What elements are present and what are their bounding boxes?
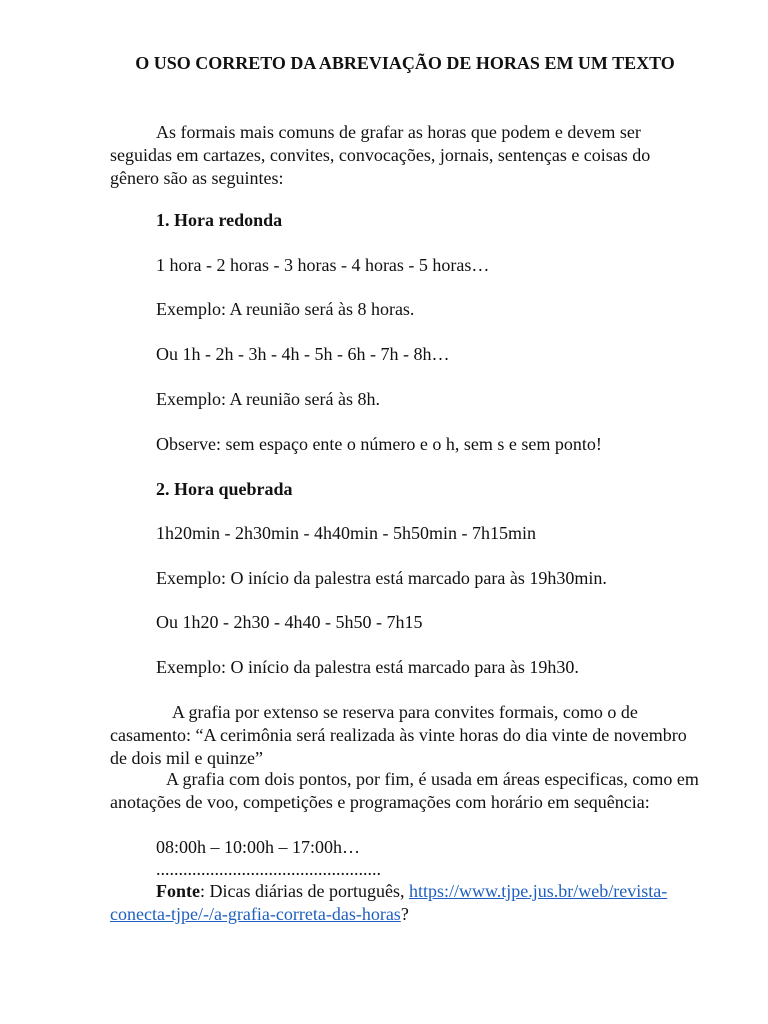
section-1-heading: 1. Hora redonda: [156, 210, 283, 230]
section-1-note: Observe: sem espaço ente o número e o h, sem s e sem ponto!: [156, 434, 602, 454]
section-2-line-2: Ou 1h20 - 2h30 - 4h40 - 5h50 - 7h15: [156, 612, 423, 632]
section-1-example-2: Exemplo: A reunião será às 8h.: [156, 389, 380, 409]
section-1-line-2: Ou 1h - 2h - 3h - 4h - 5h - 6h - 7h - 8h…: [156, 344, 450, 364]
section-2-example-2: Exemplo: O início da palestra está marcado para às 19h30.: [156, 657, 579, 677]
section-1-example-1: Exemplo: A reunião será às 8 horas.: [156, 299, 415, 319]
document-title: O USO CORRETO DA ABREVIAÇÃO DE HORAS EM UM TEXTO: [135, 53, 675, 73]
extenso-paragraph: A grafia por extenso se reserva para convites formais, como o de casamento: “A cerimônia será realizada às vinte horas do dia vinte de novembro de dois mil e quinze”: [110, 702, 687, 768]
section-2-line-1: 1h20min - 2h30min - 4h40min - 5h50min - 7h15min: [156, 523, 536, 543]
source-text: : Dicas diárias de português,: [200, 881, 405, 901]
pontos-paragraph: A grafia com dois pontos, por fim, é usada em áreas especificas, como em anotações de voo, competições e programações com horário em sequência:: [110, 769, 699, 812]
pontos-example: 08:00h – 10:00h – 17:00h…: [156, 837, 361, 857]
section-2-example-1: Exemplo: O início da palestra está marcado para às 19h30min.: [156, 568, 607, 588]
dotted-separator: ..................................................: [156, 859, 381, 879]
section-1-line-1: 1 hora - 2 horas - 3 horas - 4 horas - 5 horas…: [156, 255, 490, 275]
section-2-heading: 2. Hora quebrada: [156, 479, 293, 499]
source-trailing: ?: [400, 904, 409, 924]
intro-paragraph: As formais mais comuns de grafar as horas que podem e devem ser seguidas em cartazes, convites, convocações, jornais, sentenças e coisas do gênero são as seguintes:: [110, 122, 651, 188]
source-paragraph: [110, 880, 700, 926]
source-label: Fonte: [156, 881, 200, 901]
source-link[interactable]: https://www.tjpe.jus.br/web/revista-conecta-tjpe/-/a-grafia-correta-das-horas: [110, 881, 668, 924]
